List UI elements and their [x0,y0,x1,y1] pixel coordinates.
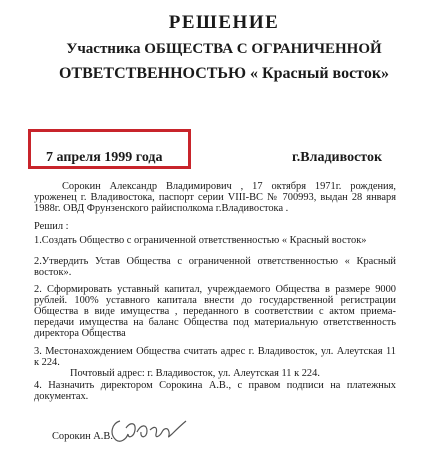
document-title: РЕШЕНИЕ [168,12,280,33]
handwritten-signature [106,412,196,448]
resolved-label: Решил : [34,221,69,232]
document-subtitle-line1: Участника ОБЩЕСТВА С ОГРАНИЧЕННОЙ [66,41,382,57]
resolution-item: 1.Создать Общество с ограниченной ответственностью « Красный восток» [34,235,367,246]
document-date: 7 апреля 1999 года [46,150,163,165]
resolution-item: 4. Назначить директором Сорокина А.В., с правом подписи на платежных документах. [34,380,396,402]
resolution-item: 2. Сформировать уставный капитал, учреждаемого Общества в размере 9000 рублей. 100% уставного капитала внести до государственной регистрации Общества в виде имущества , переданного в соответствии с актом приема-передачи имущества на баланс Общества под материальную ответственность директора Общества [34,284,396,339]
resolution-item: 2.Утвердить Устав Общества с ограниченной ответственностью « Красный восток». [34,256,396,278]
document-subtitle-line2: ОТВЕТСТВЕННОСТЬЮ « Красный восток» [58,65,390,82]
resolution-item: 3. Местонахождением Общества считать адрес г. Владивосток, ул. Алеутская 11 к 224. [34,346,396,368]
intro-paragraph: Сорокин Александр Владимирович , 17 октября 1971г. рождения, уроженец г. Владивостока, паспорт серии VIII-ВС № 700993, выдан 28 января 1988г. ОВД Фрунзенского райисполкома г.Владивостока . [34,181,396,214]
document-city: г.Владивосток [292,150,383,165]
signatory-name: Сорокин А.В. [52,431,113,442]
postal-address: Почтовый адрес: г. Владивосток, ул. Алеутская 11 к 224. [70,368,320,379]
